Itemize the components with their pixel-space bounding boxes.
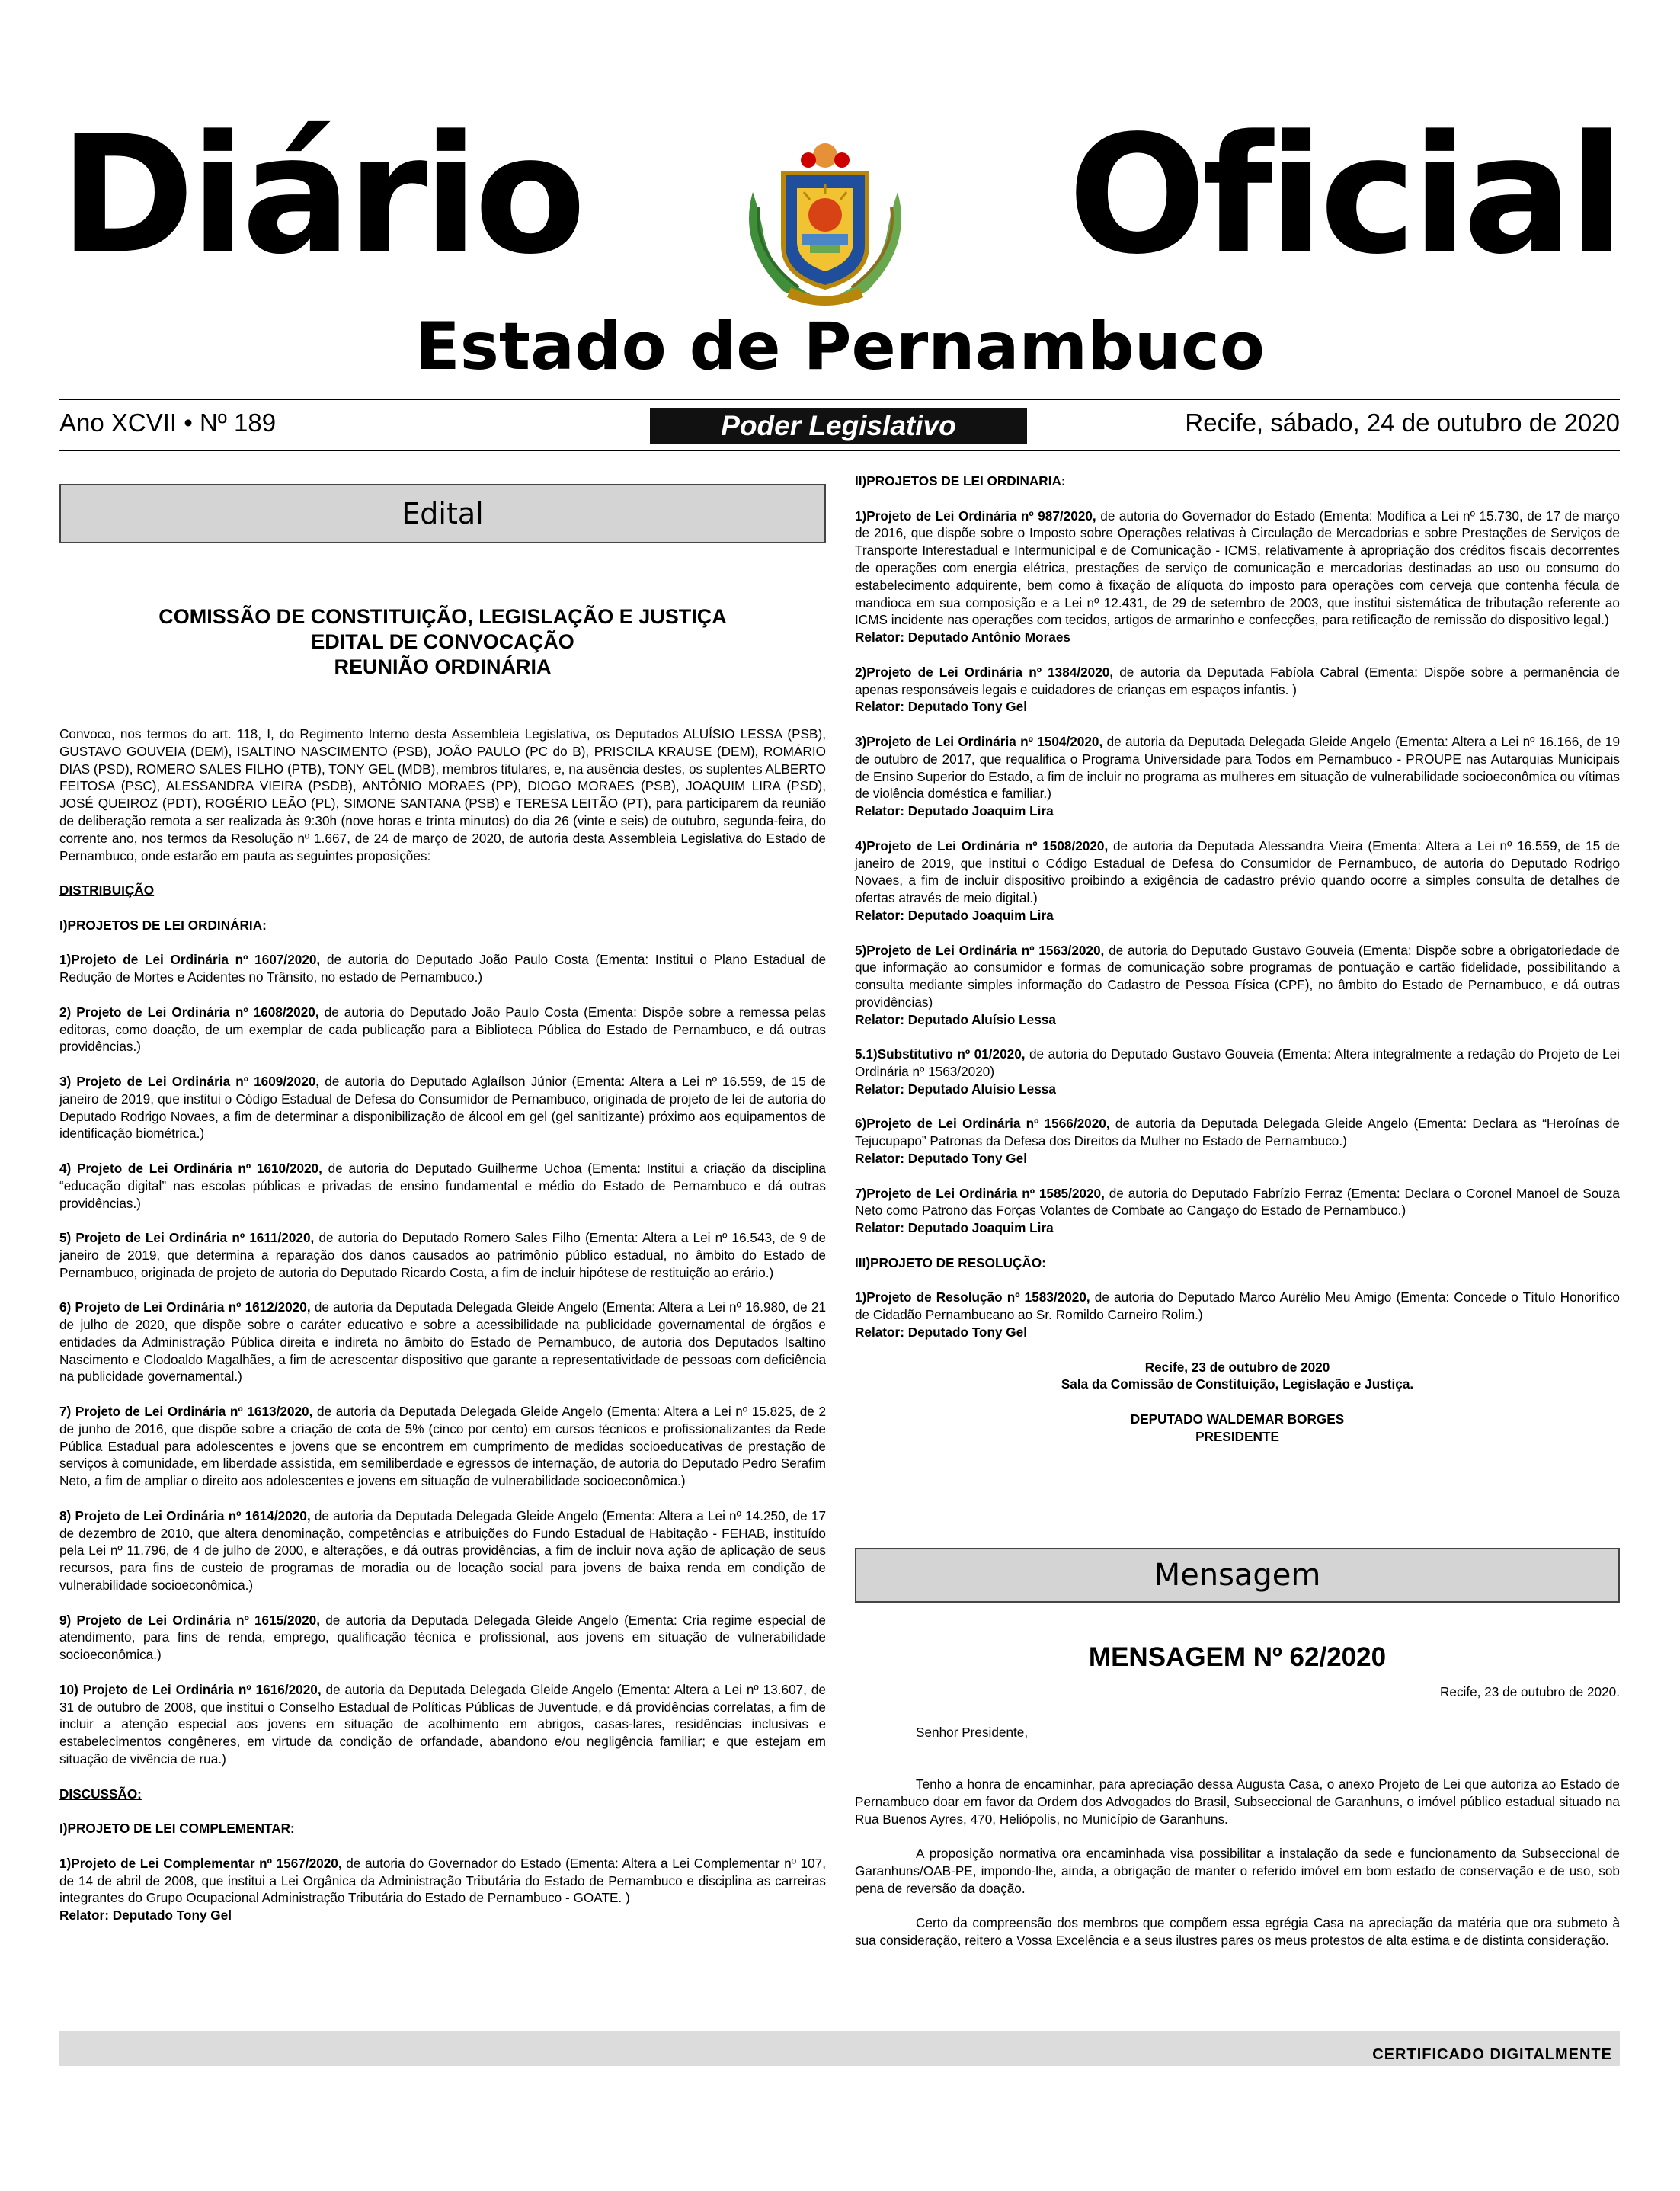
masthead (59, 101, 1620, 297)
relator: Relator: Deputado Tony Gel (855, 1151, 1027, 1167)
list-item: 10) Projeto de Lei Ordinária nº 1616/2020, de autoria da Deputada Delegada Gleide Angelo (Ementa: Altera a Lei nº 13.607, de 31 de outubro de 2008, que institui o Conselho Estadual de Políticas Públicas de Juventude, e dá providências correlatas, a fim de incluir a atenção especial aos jovens em situação de acolhimento em abrigos, casas-lares, residências inclusivas e estabelecimentos congêneres, em virtude da condição de orfandade, abandono e/ou negligência familiar; e que estejam em situação de vivência de rua.) (59, 1681, 826, 1767)
masthead-title-right: Oficial (1067, 101, 1620, 290)
list-item: 4)Projeto de Lei Ordinária nº 1508/2020, de autoria da Deputada Alessandra Vieira (Ementa: Altera a Lei nº 16.559, de 15 de janeiro de 2019, que institui o Código Estadual de Defesa do Consumidor de Pernambuco, de autoria do Deputado Rodrigo Novaes, a fim de incluir dispositivo proibindo a exigência de cadastro prévio quando ocorre a simples consulta de detalhes de ofertas através de meio digital.) (855, 838, 1620, 906)
mensagem-paragraph: Tenho a honra de encaminhar, para apreciação dessa Augusta Casa, o anexo Projeto de Lei que autoriza ao Estado de Pernambuco doar em favor da Ordem dos Advogados do Brasil, Subseccional de Garanhuns, o imóvel público estadual situado na Rua Buenos Ayres, 470, Heliópolis, no Município de Garanhuns. (855, 1776, 1620, 1827)
closing-place: Sala da Comissão de Constituição, Legislação e Justiça. (1061, 1376, 1414, 1392)
list-item: 4) Projeto de Lei Ordinária nº 1610/2020, de autoria do Deputado Guilherme Uchoa (Ementa: Institui a criação da disciplina “educação digital” nas escolas públicas e privadas de ensino fundamental e médio do Estado de Pernambuco e dá outras providências.) (59, 1160, 826, 1211)
list-item: 8) Projeto de Lei Ordinária nº 1614/2020, de autoria da Deputada Delegada Gleide Angelo (Ementa: Altera a Lei nº 14.250, de 17 de dezembro de 2010, que altera denominação, competências e atribuições do Fundo Estadual de Habitação - FEHAB, instituído pela Lei nº 11.796, de 4 de julho de 2000, e alterações, e dá outras providências, a fim de incluir nova ação de aplicação de seus recursos, para fins de custeio de programas de moradia ou de locação social para jovens de baixa renda em condição de vulnerabilidade socioeconômica.) (59, 1507, 826, 1594)
publication-date: Recife, sábado, 24 de outubro de 2020 (1185, 408, 1620, 437)
list-item: 3) Projeto de Lei Ordinária nº 1609/2020, de autoria do Deputado Aglaílson Júnior (Ementa: Altera a Lei nº 16.559, de 15 de janeiro de 2019, que institui o Código Estadual de Defesa do Consumidor de Pernambuco, originada de projeto de lei de autoria do Deputado Rodrigo Novaes, a fim de determinar a disponibilização de álcool em gel (gel sanitizante) próximo aos equipamentos de identificação biométrica.) (59, 1073, 826, 1142)
edital-section-header: Edital (59, 484, 826, 543)
list-item: 7) Projeto de Lei Ordinária nº 1613/2020, de autoria da Deputada Delegada Gleide Angelo (Ementa: Altera a Lei nº 15.825, de 2 de junho de 2016, que dispõe sobre a criação de cota de 5% (cinco por cento) em cursos técnicos e profissionalizantes da Rede Pública Estadual para adolescentes e jovens que se encontrem em cumprimento de medidas socioeducativas de prestação de serviços à comunidade, em liberdade assistida, em semiliberdade e egressos de internação, de autoria do Deputado Pedro Serafim Neto, a fim de ampliar o direito aos adolescentes e jovens em situação de vulnerabilidade socioeconômica.) (59, 1404, 827, 1489)
signer-role: PRESIDENTE (1195, 1428, 1279, 1444)
masthead-rule-top (59, 399, 1620, 400)
edital-title-line: REUNIÃO ORDINÁRIA (334, 655, 552, 678)
footer-certified-bar: CERTIFICADO DIGITALMENTE (59, 2031, 1620, 2066)
list-item: 6)Projeto de Lei Ordinária nº 1566/2020, de autoria da Deputada Delegada Gleide Angelo (Ementa: Declara as “Heroínas de Tejucupapo” Patronas da Defesa dos Direitos da Mulher no Estado de Pernambuco.) (855, 1116, 1620, 1149)
masthead-meta-row (59, 404, 1620, 447)
mensagem-title: MENSAGEM Nº 62/2020 (1088, 1642, 1387, 1673)
closing-date: Recife, 23 de outubro de 2020 (1144, 1359, 1330, 1375)
relator: Relator: Deputado Tony Gel (855, 699, 1027, 715)
relator: Relator: Deputado Aluísio Lessa (855, 1011, 1056, 1027)
mensagem-paragraph: Certo da compreensão dos membros que compõem essa egrégia Casa na apreciação da matéria que ora submeto à sua consideração, reitero a Vossa Excelência e a seus ilustres pares os meus protestos de alta estima e de distinta consideração. (855, 1915, 1620, 1949)
list-item: 1)Projeto de Lei Ordinária nº 1607/2020, de autoria do Deputado João Paulo Costa (Ementa: Institui o Plano Estadual de Redução de Mortes e Acidentes no Trânsito, no estado de Pernambuco.) (59, 952, 827, 985)
relator: Relator: Deputado Joaquim Lira (855, 803, 1054, 819)
relator: Relator: Deputado Tony Gel (59, 1908, 232, 1924)
edital-title-line: EDITAL DE CONVOCAÇÃO (311, 630, 574, 653)
list-item: 3)Projeto de Lei Ordinária nº 1504/2020, de autoria da Deputada Delegada Gleide Angelo (Ementa: Altera a Lei nº 16.166, de 19 de outubro de 2017, que requalifica o Programa Universidade para Todos em Pernambuco - PROUPE nas Autarquias Municipais de Ensino Superior do Estado, a fim de incluir no programa as mulheres em situação de vulnerabilidade socioeconômica ou vítimas de violência doméstica e familiar.) (855, 733, 1621, 802)
edition-number: Ano XCVII • Nº 189 (59, 408, 277, 437)
mensagem-salutation: Senhor Presidente, (916, 1725, 1029, 1741)
right-column (855, 472, 1620, 1967)
pernambuco-coat-of-arms-icon (730, 131, 920, 306)
discussao-heading: I)PROJETO DE LEI COMPLEMENTAR: (59, 1821, 295, 1837)
discussao-label: DISCUSSÃO: (59, 1786, 142, 1802)
relator: Relator: Deputado Aluísio Lessa (855, 1081, 1056, 1097)
mensagem-section-header: Mensagem (855, 1548, 1620, 1603)
distribuicao-label: DISTRIBUIÇÃO (59, 882, 155, 899)
list-item: 5.1)Substitutivo nº 01/2020, de autoria do Deputado Gustavo Gouveia (Ementa: Altera integralmente a redação do Projeto de Lei Ordinária nº 1563/2020) (855, 1046, 1620, 1080)
distribuicao-heading: I)PROJETOS DE LEI ORDINÁRIA: (59, 917, 267, 933)
relator: Relator: Deputado Joaquim Lira (855, 1220, 1054, 1236)
edital-intro: Convoco, nos termos do art. 118, I, do Regimento Interno desta Assembleia Legislativa, os Deputados ALUÍSIO LESSA (PSB), GUSTAVO GOUVEIA (DEM), ISALTINO NASCIMENTO (PSB), JOÃO PAULO (PC do B), PRISCILA KRAUSE (DEM), ROMÁRIO DIAS (PSD), ROMERO SALES FILHO (PTB), TONY GEL (MDB), membros titulares, e, na ausência destes, os suplentes ALBERTO FEITOSA (PSC), ALESSANDRA VIEIRA (PSDB), ANTÔNIO MORAES (PP), DIOGO MORAES (PSB), JOAQUIM LIRA (PSD), JOSÉ QUEIROZ (PDT), ROGÉRIO LEÃO (PL), SIMONE SANTANA (PSB) e TERESA LEITÃO (PT), para participarem da reunião de deliberação remota a ser realizada às 9:30h (nove horas e trinta minutos) do dia 26 (vinte e seis) de outubro, segunda-feira, do corrente ano, nos termos da Resolução nº 1.667, de 24 de março de 2020, de autoria desta Assembleia Legislativa do Estado de Pernambuco, onde estarão em pauta as seguintes proposições: (59, 726, 826, 863)
relator: Relator: Deputado Antônio Moraes (855, 629, 1070, 645)
edital-title (59, 604, 826, 680)
list-item: 9) Projeto de Lei Ordinária nº 1615/2020, de autoria da Deputada Delegada Gleide Angelo (Ementa: Cria regime especial de atendimento, para fins de renda, emprego, qualificação técnica e profissional, aos jovens em situação de vulnerabilidade socioeconômica.) (59, 1612, 826, 1663)
masthead-rule-bottom (59, 450, 1620, 451)
list-item: 1)Projeto de Lei Ordinária nº 987/2020, de autoria do Governador do Estado (Ementa: Modifica a Lei nº 15.730, de 17 de março de 2016, que dispõe sobre o Imposto sobre Operações relativas à Circulação de Mercadorias e sobre Prestações de Serviços de Transporte Interestadual e Intermunicipal e de Comunicação - ICMS, relativamente à apropriação dos créditos fiscais decorrentes de operações com energia elétrica, prestações de serviço de comunicação e mercadorias destinadas ao uso ou consumo do estabelecimento adquirente, bem como à fixação de alíquota do imposto para operações com cerveja que contenha fécula de mandioca em sua composição e a Lei nº 12.431, de 29 de setembro de 2003, que institui sistemática de tributação referente ao ICMS incidente nas operações com tecidos, artigos de armarinho e confecções, para retificação de remissão do dispositivo legal.) (855, 508, 1620, 628)
list-item: 5) Projeto de Lei Ordinária nº 1611/2020, de autoria do Deputado Romero Sales Filho (Ementa: Altera a Lei nº 16.543, de 9 de janeiro de 2019, que determina a reparação dos danos causados ao patrimônio público estadual, no âmbito do Estado de Pernambuco, originada de projeto de autoria do Deputado Ricardo Costa, a fim de incluir hipótese de restituição ao erário.) (59, 1230, 826, 1280)
list-item: 7)Projeto de Lei Ordinária nº 1585/2020, de autoria do Deputado Fabrízio Ferraz (Ementa: Declara o Coronel Manoel de Souza Neto como Patrono das Forças Volantes de Combate ao Cangaço do Estado de Pernambuco.) (855, 1185, 1620, 1219)
section-banner: Poder Legislativo (650, 408, 1027, 444)
list-item: 2) Projeto de Lei Ordinária nº 1608/2020, de autoria do Deputado João Paulo Costa (Ementa: Dispõe sobre a remessa pelas editoras, como doação, de um exemplar de cada publicação para a Biblioteca Pública do Estado de Pernambuco, e dá outras providências.) (59, 1004, 826, 1055)
list-item: 1)Projeto de Resolução nº 1583/2020, de autoria do Deputado Marco Aurélio Meu Amigo (Ementa: Concede o Título Honorífico de Cidadão Pernambucano ao Sr. Romildo Carneiro Rolim.) (855, 1289, 1620, 1323)
masthead-subtitle: Estado de Pernambuco (415, 309, 1265, 385)
relator: Relator: Deputado Joaquim Lira (855, 907, 1054, 923)
list-item: 2)Projeto de Lei Ordinária nº 1384/2020, de autoria da Deputada Fabíola Cabral (Ementa: Dispõe sobre a permanência de apenas responsáveis legais e cuidadores de crianças em espaços infantis. ) (855, 664, 1620, 697)
edital-title-line: COMISSÃO DE CONSTITUIÇÃO, LEGISLAÇÃO E JUSTIÇA (158, 605, 727, 628)
relator: Relator: Deputado Tony Gel (855, 1325, 1027, 1341)
mensagem-date: Recife, 23 de outubro de 2020. (1439, 1684, 1620, 1700)
list-item: 1)Projeto de Lei Complementar nº 1567/2020, de autoria do Governador do Estado (Ementa: Altera a Lei Complementar nº 107, de 14 de abril de 2008, que institui a Lei Orgânica da Administração Tributária do Estado de Pernambuco e disciplina as carreiras integrantes do Grupo Ocupacional Administração Tributária do Estado de Pernambuco - GOATE. ) (59, 1855, 826, 1906)
signer-name: DEPUTADO WALDEMAR BORGES (1130, 1411, 1345, 1427)
resolucao-heading: III)PROJETO DE RESOLUÇÃO: (855, 1254, 1046, 1270)
mensagem-paragraph: A proposição normativa ora encaminhada visa possibilitar a instalação da sede e funcionamento da Subseccional de Garanhuns/OAB-PE, impondo-lhe, ainda, a obrigação de manter o referido imóvel em bom estado de conservação e de uso, sob pena de reversão da doação. (855, 1846, 1620, 1896)
ordinaria-heading: II)PROJETOS DE LEI ORDINARIA: (855, 473, 1066, 488)
list-item: 6) Projeto de Lei Ordinária nº 1612/2020, de autoria da Deputada Delegada Gleide Angelo (Ementa: Altera a Lei nº 16.980, de 21 de julho de 2020, que dispõe sobre o caráter educativo e sobre a acessibilidade na publicidade governamental de órgãos e entidades da Administração Pública direita e indireta no âmbito do Estado de Pernambuco, de autoria dos Deputados Isaltino Nascimento e Clodoaldo Magalhães, a fim de acrescentar dispositivo que garante a representatividade de pessoas com deficiência na publicidade governamental.) (59, 1299, 826, 1385)
left-column (59, 472, 826, 1942)
list-item: 5)Projeto de Lei Ordinária nº 1563/2020, de autoria do Deputado Gustavo Gouveia (Ementa: Dispõe sobre a obrigatoriedade de que informação ao consumidor e formas de comunicação sobre programas de pontuação e cartão fidelidade, possibilitando a consulta mediante simples informação do Cadastro de Pessoa Física (CPF), no âmbito do Estado de Pernambuco, e dá outras providências) (855, 942, 1620, 1010)
masthead-title-left: Diário (59, 101, 582, 290)
